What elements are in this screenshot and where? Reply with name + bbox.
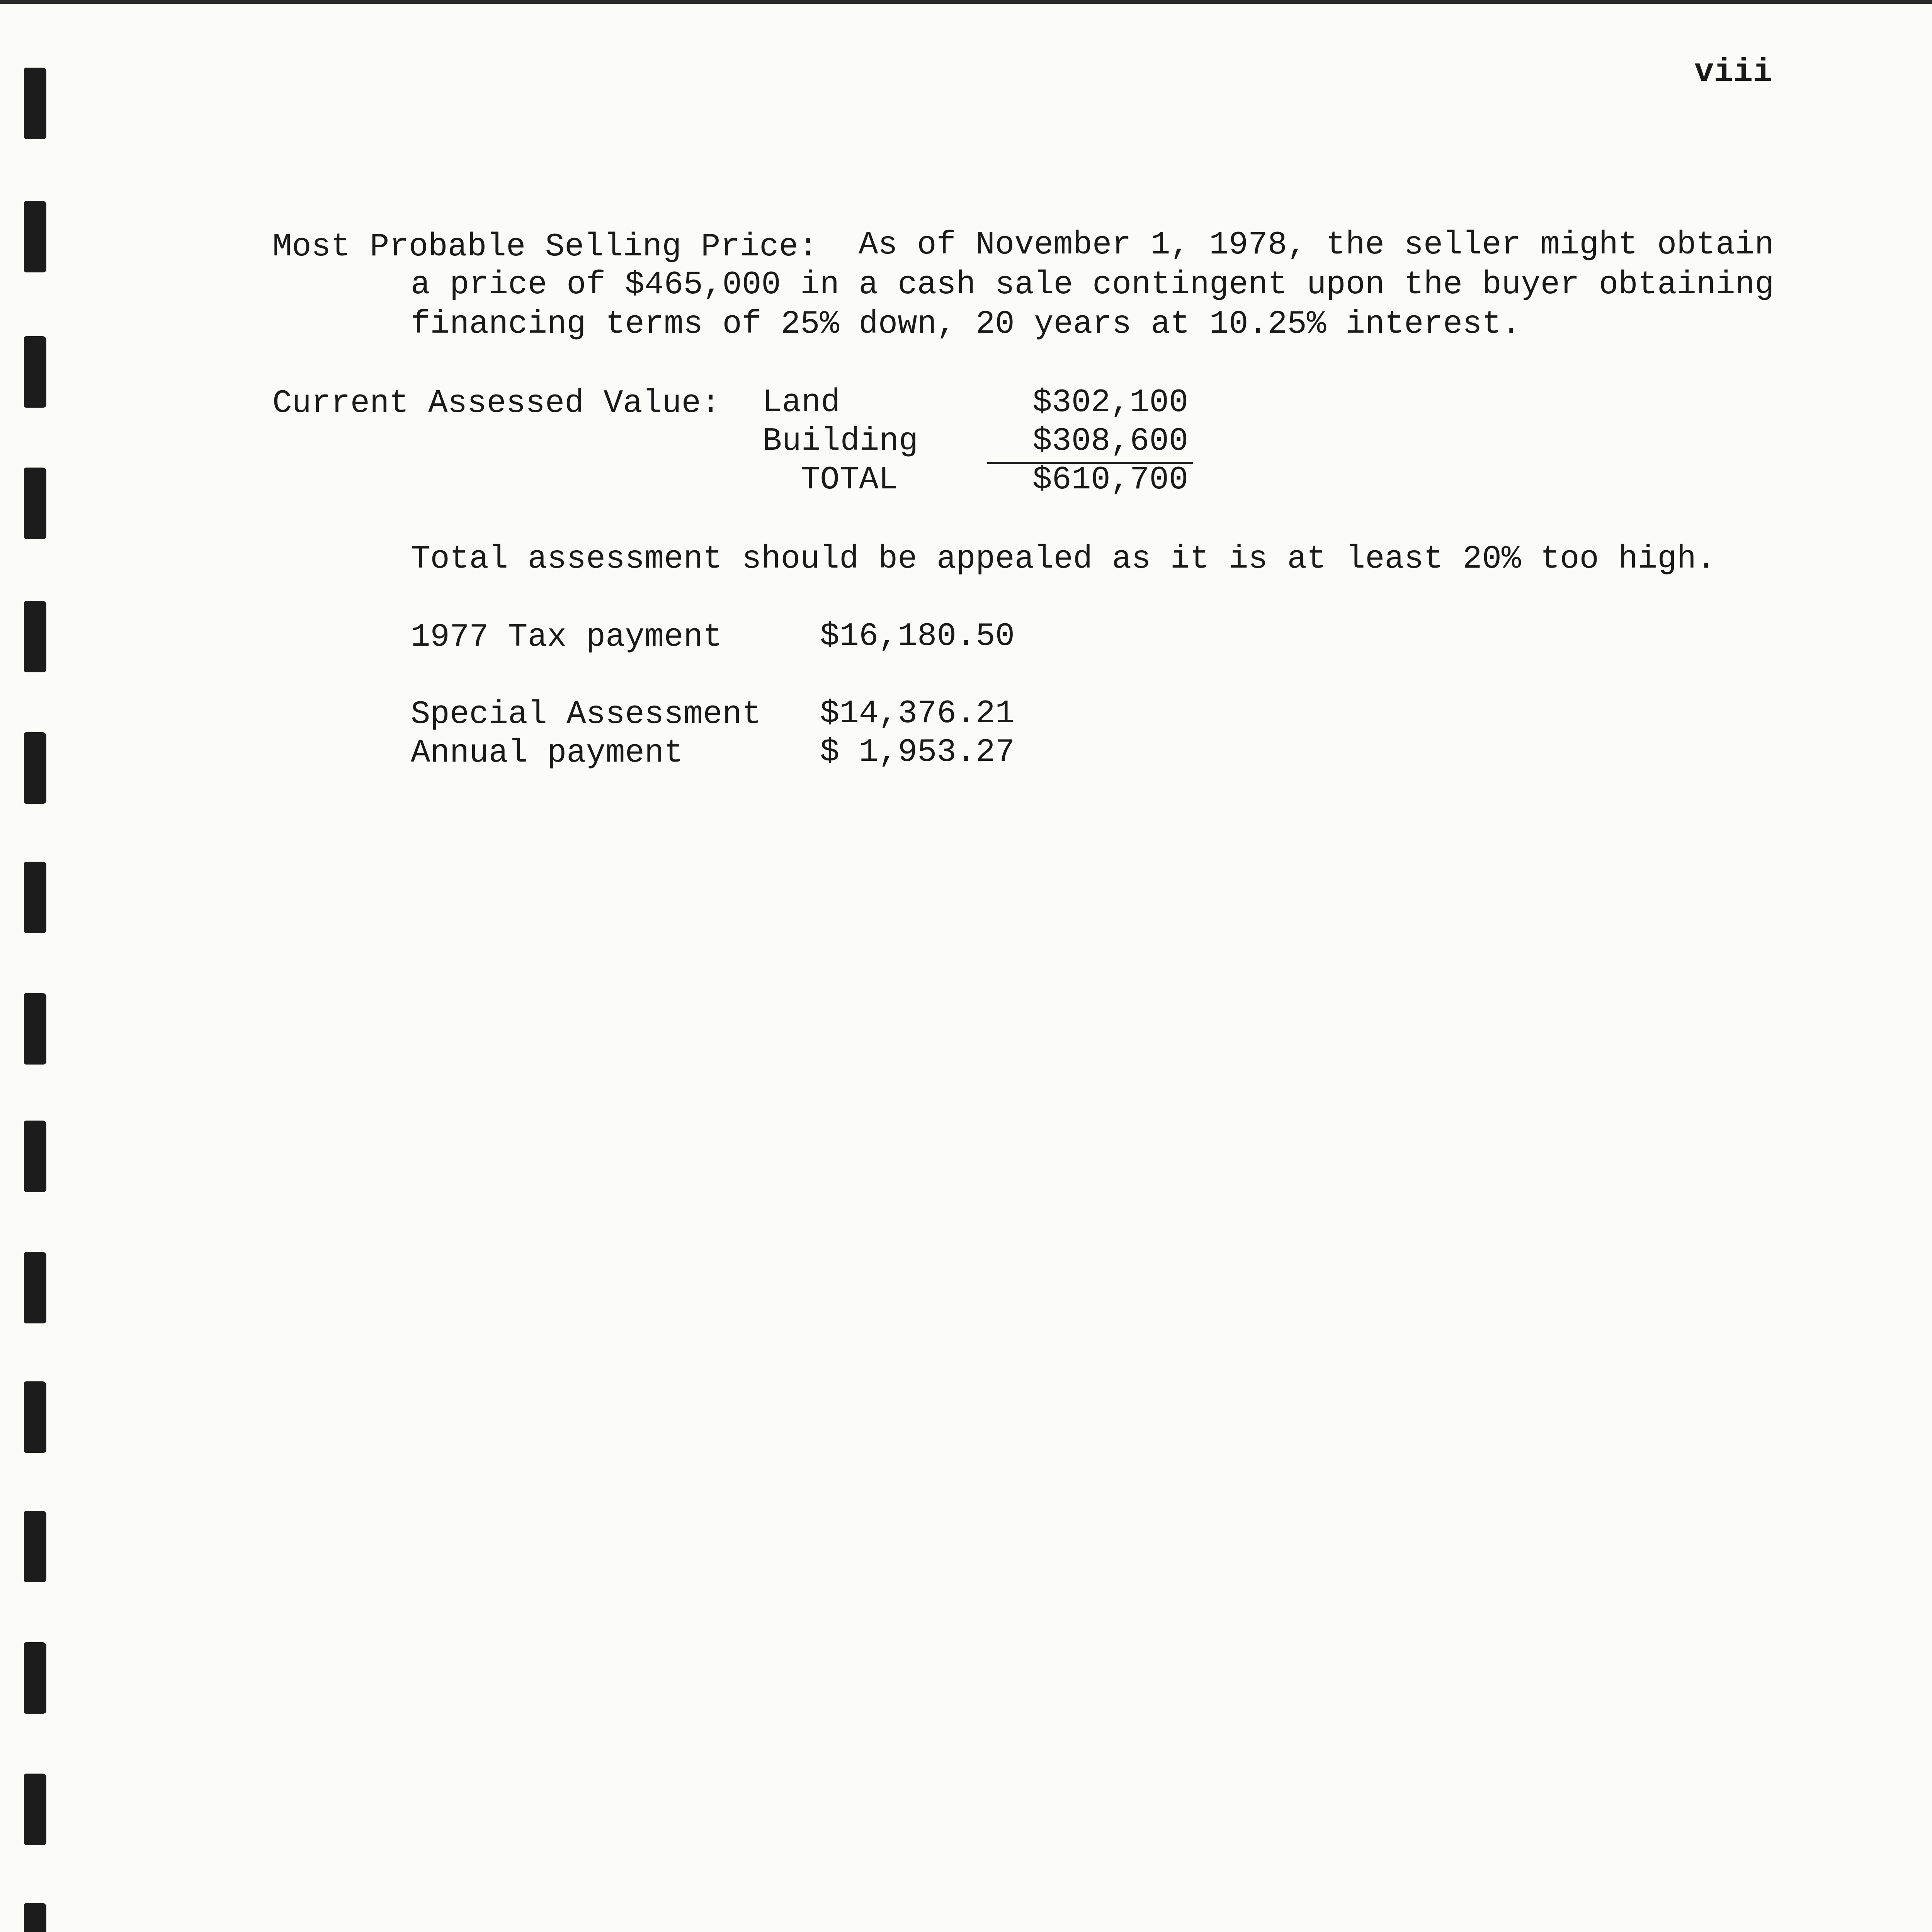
binding-hole	[24, 1381, 46, 1453]
selling-price-line-3: financing terms of 25% down, 20 years at 10.25% interest.	[411, 306, 1521, 343]
special-assessment-label: Special Assessment	[411, 696, 762, 733]
selling-price-label: Most Probable Selling Price:	[272, 229, 818, 265]
assessed-land-label: Land	[762, 384, 840, 421]
binding-hole	[24, 1642, 46, 1714]
binding-hole	[24, 1511, 46, 1582]
assessed-value-label: Current Assessed Value:	[272, 385, 721, 422]
binding-hole	[24, 68, 46, 139]
binding-hole	[24, 1774, 46, 1845]
binding-hole	[24, 336, 46, 408]
page-top-edge	[0, 0, 1932, 4]
binding-hole	[24, 1252, 46, 1323]
assessed-total-amount: $610,700	[1032, 462, 1189, 498]
binding-holes	[19, 0, 54, 1932]
tax-payment-label: 1977 Tax payment	[411, 619, 723, 656]
assessed-building-amount: $308,600	[1032, 423, 1189, 460]
binding-hole	[24, 601, 46, 672]
binding-hole	[24, 732, 46, 804]
special-assessment-amount: $14,376.21	[820, 696, 1015, 732]
binding-hole	[24, 1903, 46, 1932]
annual-payment-amount: $ 1,953.27	[820, 734, 1015, 771]
assessed-land-amount: $302,100	[1032, 384, 1189, 421]
selling-price-line-1: As of November 1, 1978, the seller might obtain	[859, 227, 1774, 264]
assessed-building-label: Building	[762, 423, 918, 460]
binding-hole	[24, 1121, 46, 1192]
annual-payment-label: Annual payment	[411, 735, 684, 772]
assessed-total-label: TOTAL	[801, 462, 898, 498]
binding-hole	[24, 993, 46, 1065]
appeal-note: Total assessment should be appealed as it is at least 20% too high.	[411, 541, 1716, 578]
selling-price-line-2: a price of $465,000 in a cash sale contingent upon the buyer obtaining	[411, 267, 1774, 303]
page-number: viii	[1694, 54, 1772, 91]
binding-hole	[24, 862, 46, 933]
tax-payment-amount: $16,180.50	[820, 618, 1015, 655]
binding-hole	[24, 201, 46, 272]
binding-hole	[24, 468, 46, 539]
